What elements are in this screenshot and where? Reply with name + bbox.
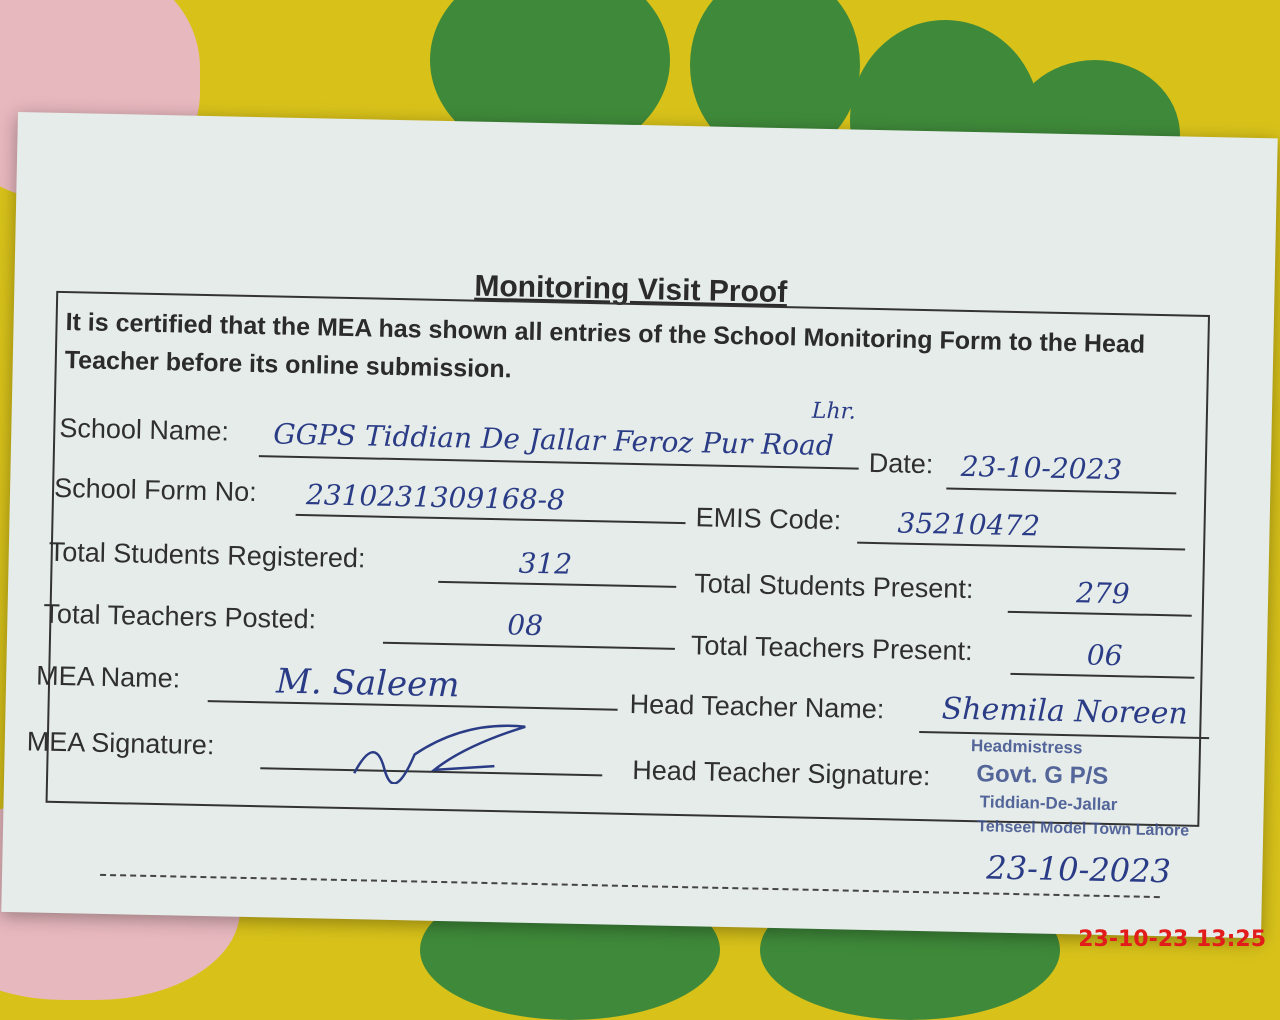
stamp-line-1: Headmistress bbox=[970, 736, 1083, 758]
head-teacher-name-label: Head Teacher Name: bbox=[629, 688, 885, 725]
total-students-registered-value: 312 bbox=[518, 546, 573, 581]
lhr-note: Lhr. bbox=[811, 398, 857, 425]
total-teachers-present-label: Total Teachers Present: bbox=[690, 630, 973, 667]
total-teachers-posted-label: Total Teachers Posted: bbox=[43, 598, 317, 635]
total-teachers-posted-value: 08 bbox=[507, 608, 544, 643]
form-title: Monitoring Visit Proof bbox=[474, 269, 788, 310]
mea-signature-scribble bbox=[344, 713, 545, 787]
photo-timestamp: 23-10-23 13:25 bbox=[1078, 927, 1266, 952]
signed-date: 23-10-2023 bbox=[985, 848, 1172, 891]
stamp-line-3: Tiddian-De-Jallar bbox=[979, 792, 1118, 815]
date-label: Date: bbox=[868, 447, 934, 480]
stamp-line-4: Tehseel Model Town Lahore bbox=[977, 818, 1190, 840]
total-students-present-value: 279 bbox=[1075, 576, 1130, 611]
school-name-label: School Name: bbox=[59, 412, 230, 447]
certification-text: It is certified that the MEA has shown all entries of the School Monitoring Form to the Head Teacher before its online submission. bbox=[64, 308, 1146, 384]
school-name-value: GGPS Tiddian De Jallar Feroz Pur Road bbox=[272, 417, 835, 463]
emis-code-value: 35210472 bbox=[897, 506, 1041, 543]
mea-name-label: MEA Name: bbox=[35, 660, 181, 694]
mea-name-value: M. Saleem bbox=[275, 661, 460, 706]
monitoring-visit-proof-card bbox=[1, 112, 1277, 938]
head-teacher-name-value: Shemila Noreen bbox=[941, 691, 1189, 732]
mea-signature-label: MEA Signature: bbox=[26, 726, 215, 761]
school-form-no-value: 2310231309168-8 bbox=[305, 478, 566, 517]
stamp-line-2: Govt. G P/S bbox=[976, 760, 1109, 790]
head-teacher-signature-label: Head Teacher Signature: bbox=[632, 755, 931, 792]
emis-code-label: EMIS Code: bbox=[695, 502, 842, 536]
school-form-no-label: School Form No: bbox=[53, 472, 257, 508]
date-value: 23-10-2023 bbox=[960, 449, 1123, 487]
total-students-registered-label: Total Students Registered: bbox=[48, 536, 366, 574]
total-students-present-label: Total Students Present: bbox=[693, 568, 974, 605]
total-teachers-present-value: 06 bbox=[1086, 638, 1123, 673]
